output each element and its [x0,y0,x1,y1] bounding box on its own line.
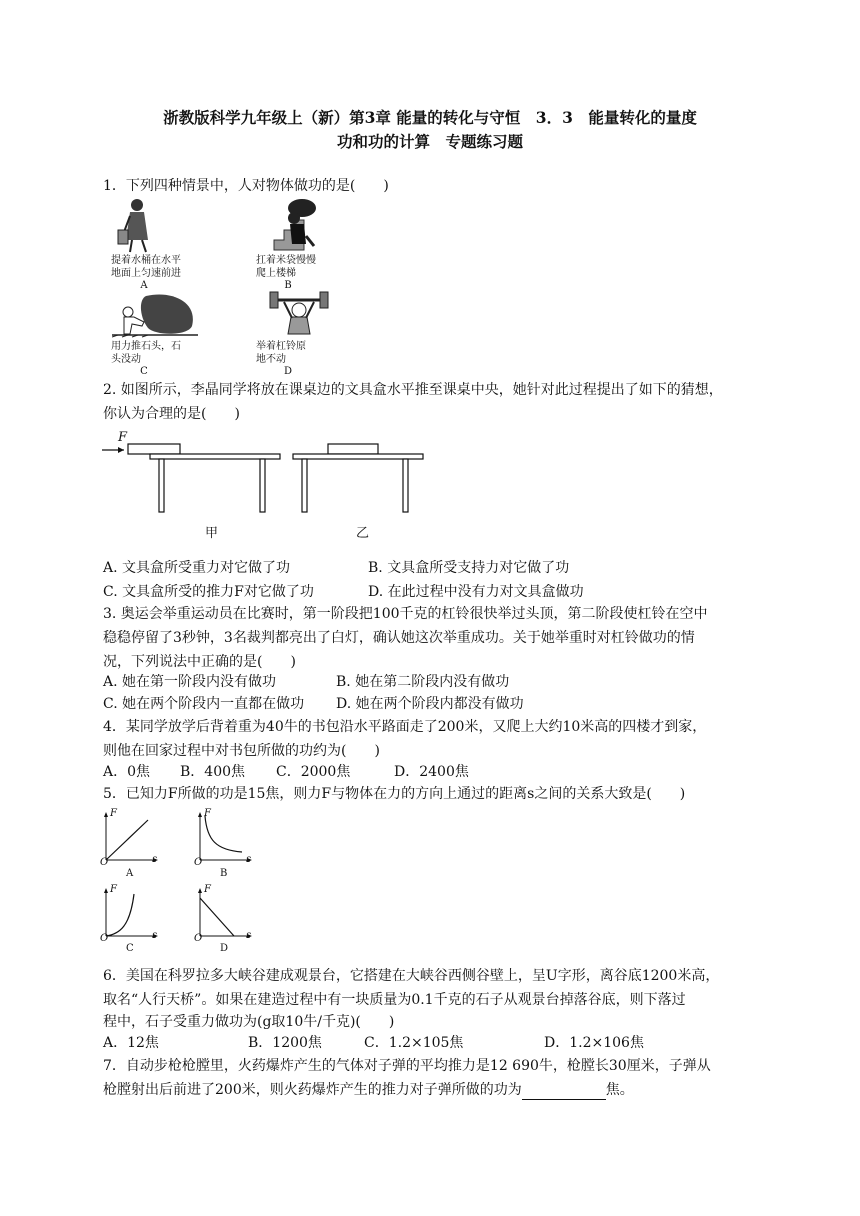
q5-graph-c-x-label: s [152,930,158,941]
q3-option-d: D. 她在两个阶段内都没有做功 [336,696,524,712]
q1-figure-a-bucket-walker [112,196,162,254]
q1-caption-a-line1: 提着水桶在水平 [111,255,181,266]
q7-answer-blank[interactable] [522,1085,606,1100]
doc-title-line1: 浙教版科学九年级上（新）第3章 能量的转化与守恒 3．3 能量转化的量度 [163,108,697,127]
q4-option-c: C．2000焦 [276,764,351,780]
q4-stem-line2: 则他在回家过程中对书包所做的功约为( ) [103,743,380,759]
q5-graph-c-label: C [126,943,134,954]
q5-graph-c-y-label: F [110,884,117,895]
q2-figure-desks [100,430,425,518]
q1-caption-c-line1: 用力推石头，石 [111,341,181,352]
q4-option-d: D．2400焦 [394,764,469,780]
q5-graph-c-origin: O [100,933,109,944]
q1-caption-c-line2: 头没动 [111,354,141,365]
q2-option-d: D. 在此过程中没有力对文具盒做功 [368,584,584,600]
q5-graph-a-x-label: s [152,854,158,865]
q1-caption-b-line2: 爬上楼梯 [256,268,296,279]
q2-figure-label-right: 乙 [356,526,370,541]
q5-graph-a-label: A [126,868,134,879]
q7-stem-line2 [103,1080,634,1100]
q7-stem-line1: 7．自动步枪枪膛里，火药爆炸产生的气体对子弹的平均推力是12 690牛，枪膛长30厘米，子弹从 [103,1058,711,1074]
q7-stem-line2-text: 枪膛射出后前进了200米，则火药爆炸产生的推力对子弹所做的功为 [103,1082,522,1098]
q3-option-c: C. 她在两个阶段内一直都在做功 [103,696,305,712]
q5-graph-b-x-label: s [246,854,252,865]
q1-caption-b-line1: 扛着米袋慢慢 [256,255,316,266]
q2-figure-label-left: 甲 [205,526,219,541]
q4-option-b: B．400焦 [180,764,246,780]
q1-label-c: C [140,366,148,377]
doc-title-line2: 功和功的计算 专题练习题 [336,132,523,151]
q1-caption-d-line1: 举着杠铃原 [256,341,306,352]
q3-stem-line2: 稳稳停留了3秒钟，3名裁判都亮出了白灯，确认她这次举重成功。关于她举重时对杠铃做功的情 [103,630,695,646]
q1-figure-c-pushing-rock [112,292,198,338]
q5-graph-d-y-label: F [204,884,211,895]
q5-graph-b-label: B [220,868,228,879]
q5-graph-b-y-label: F [204,808,211,819]
q5-graph-a-y-label: F [110,808,117,819]
q6-stem-line3: 程中，石子受重力做功为(g取10牛/千克)( ) [103,1014,395,1030]
q5-graph-d-x-label: s [246,930,252,941]
q3-stem-line1: 3. 奥运会举重运动员在比赛时，第一阶段把100千克的杠铃很快举过头顶，第二阶段使杠铃在空中 [103,606,708,622]
q1-label-b: B [284,280,292,291]
q5-graph-d-origin: O [194,933,203,944]
q1-caption-d-line2: 地不动 [256,354,286,365]
q2-option-b: B. 文具盒所受支持力对它做了功 [368,560,570,576]
q1-stem: 1．下列四种情景中，人对物体做功的是( ) [103,178,389,194]
q5-stem: 5．已知力F所做的功是15焦，则力F与物体在力的方向上通过的距离s之间的关系大致是( ) [103,786,686,802]
q6-stem-line2: 取名“人行天桥”。如果在建造过程中有一块质量为0.1千克的石子从观景台掉落谷底，则下落过 [103,992,686,1008]
q2-stem-line1: 2. 如图所示，李晶同学将放在课桌边的文具盒水平推至课桌中央，她针对此过程提出了如下的猜想， [103,382,723,398]
q5-graph-b-origin: O [194,857,203,868]
q6-option-d: D．1.2×106焦 [544,1035,644,1051]
q4-option-a: A．0焦 [103,764,151,780]
q1-figure-d-holding-barbell [266,290,332,338]
q1-figure-b-stairs-sack [272,196,324,252]
q2-force-label: F [118,430,128,445]
q3-stem-line3: 况，下列说法中正确的是( ) [103,654,296,670]
q6-option-b: B．1200焦 [248,1035,322,1051]
q6-stem-line1: 6．美国在科罗拉多大峡谷建成观景台，它搭建在大峡谷西侧谷壁上，呈U字形，离谷底1200米高， [103,968,720,984]
q1-label-d: D [283,366,293,377]
q4-stem-line1: 4．某同学放学后背着重为40牛的书包沿水平路面走了200米，又爬上大约10米高的四楼才到家， [103,719,707,735]
q2-option-a: A. 文具盒所受重力对它做了功 [103,560,291,576]
q2-option-c: C. 文具盒所受的推力F对它做了功 [103,584,314,600]
q7-stem-line2-unit: 焦。 [605,1082,634,1098]
q1-label-a: A [140,280,148,291]
q5-graph-a-origin: O [100,857,109,868]
q1-caption-a-line2: 地面上匀速前进 [111,268,181,279]
q2-stem-line2: 你认为合理的是( ) [103,406,240,422]
q5-graph-d-label: D [220,943,229,954]
q3-option-b: B. 她在第二阶段内没有做功 [336,674,510,690]
q6-option-a: A．12焦 [103,1035,159,1051]
q6-option-c: C．1.2×105焦 [364,1035,464,1051]
q3-option-a: A. 她在第一阶段内没有做功 [103,674,277,690]
